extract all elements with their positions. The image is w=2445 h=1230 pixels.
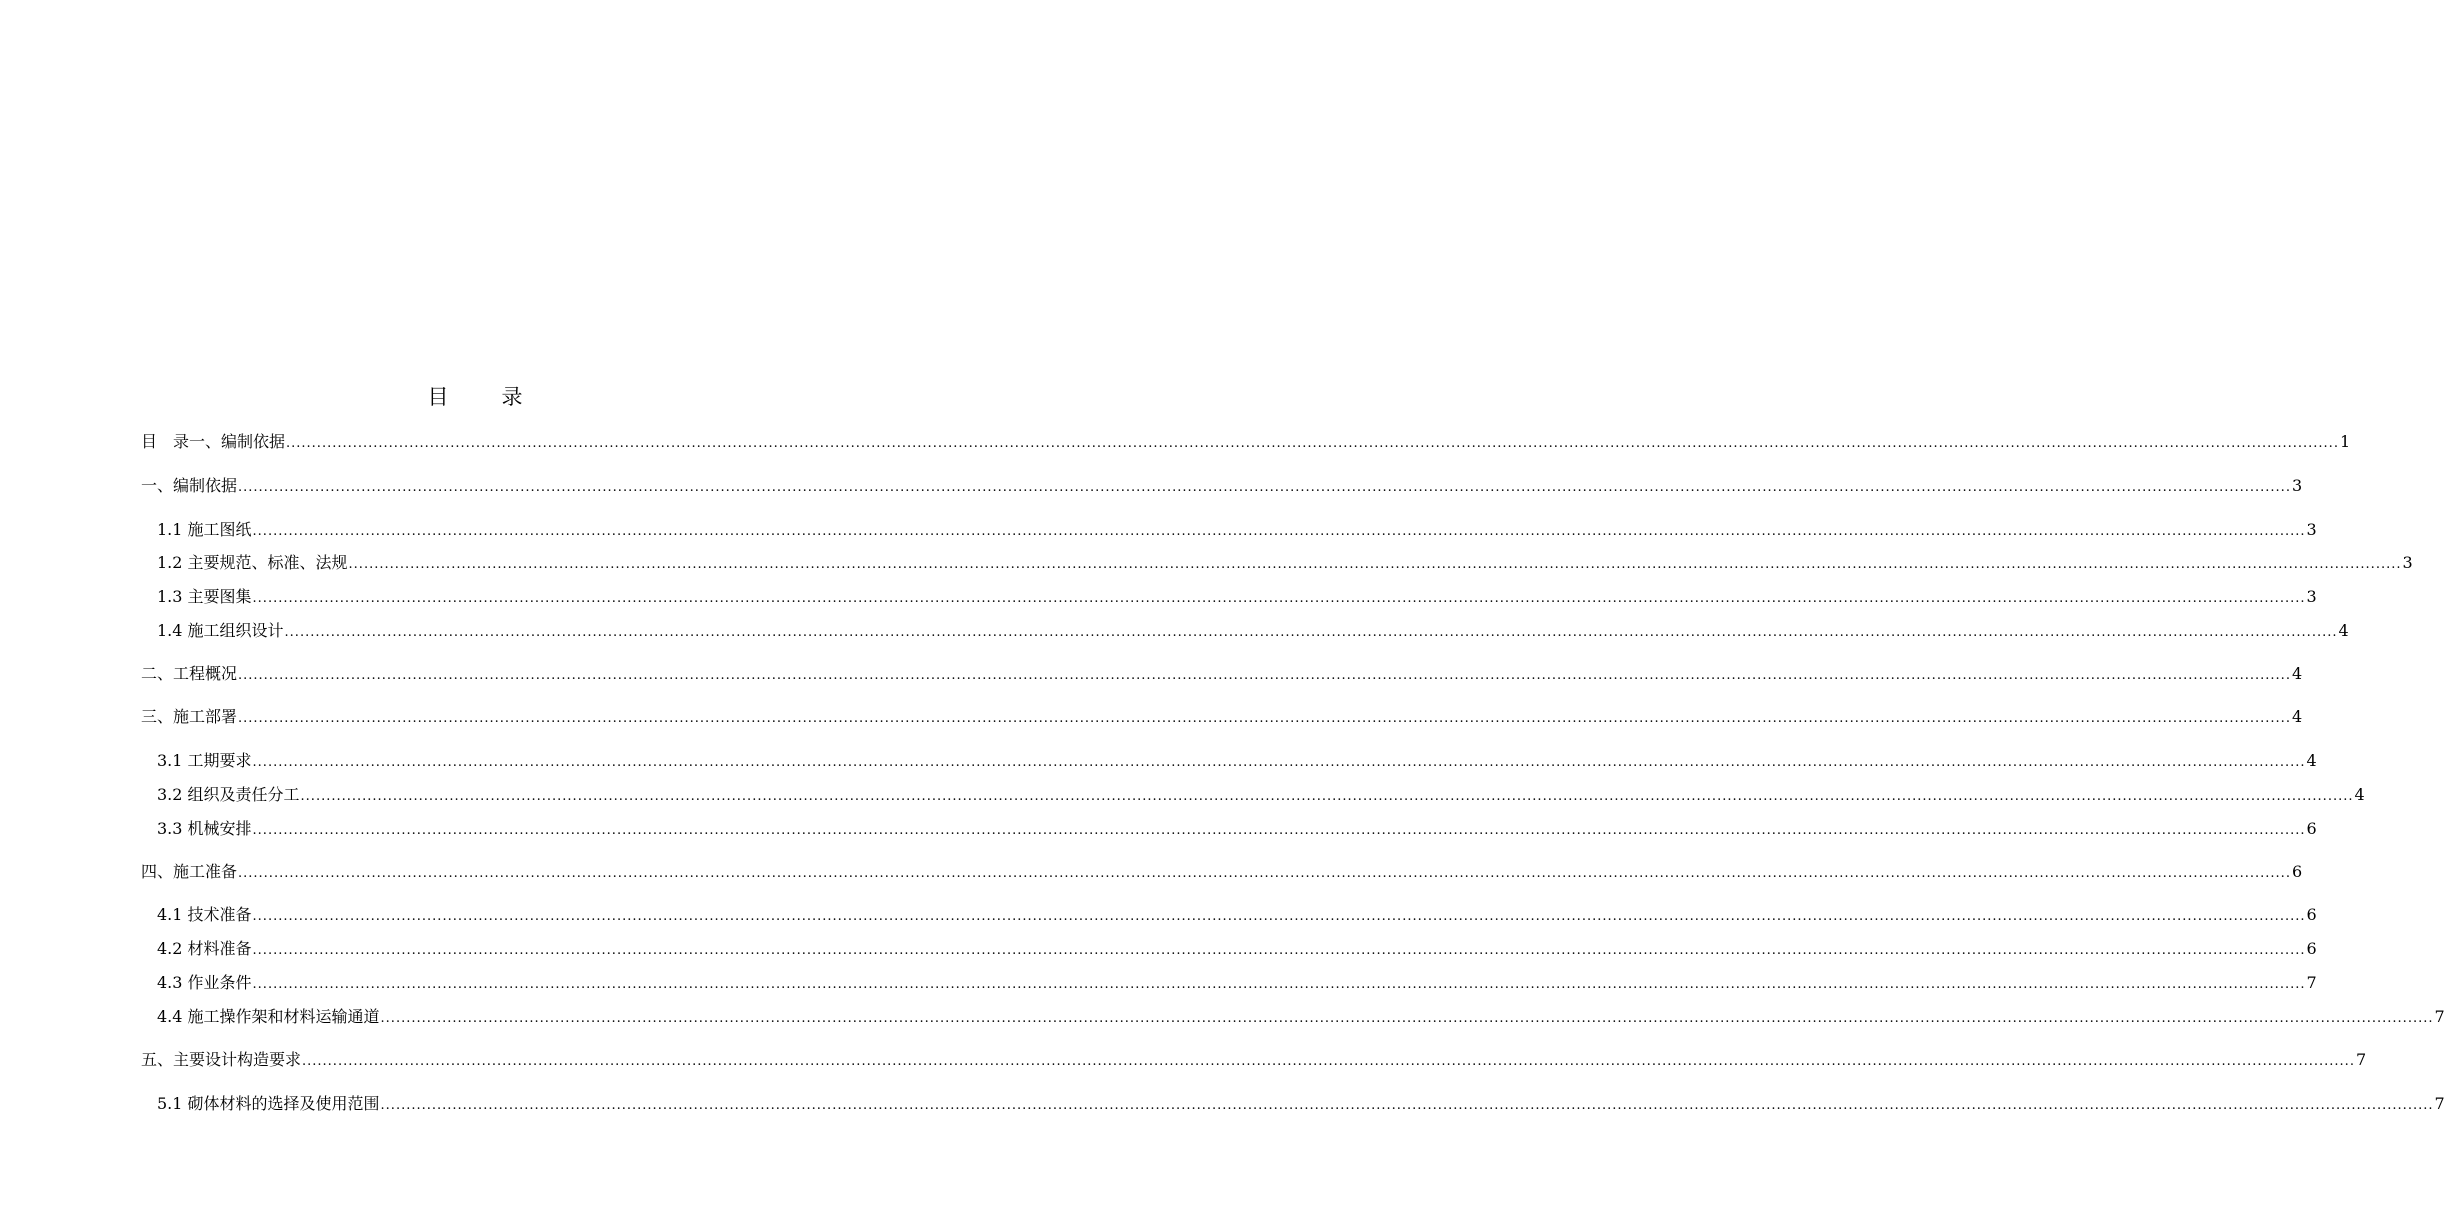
toc-entry[interactable] [157, 1092, 2445, 1116]
toc-entry-page: 4 [2354, 785, 2365, 804]
toc-entry-page: 6 [2306, 939, 2317, 958]
toc-leader-dots: ................................................................................................................................................................................................................................................................................................................................................................................................................ [252, 524, 2306, 539]
toc-entry-label: 3.2 组织及责任分工 [157, 785, 300, 804]
toc-leader-dots: ................................................................................................................................................................................................................................................................................................................................................................................................................ [300, 789, 2354, 804]
toc-entry-page: 3 [2306, 587, 2317, 606]
toc-entry-page: 7 [2306, 973, 2317, 992]
toc-entry-page: 4 [2306, 751, 2317, 770]
toc-leader-dots: ................................................................................................................................................................................................................................................................................................................................................................................................................ [252, 943, 2306, 958]
toc-leader-dots: ................................................................................................................................................................................................................................................................................................................................................................................................................ [380, 1011, 2434, 1026]
toc-leader-dots: ................................................................................................................................................................................................................................................................................................................................................................................................................ [238, 480, 2291, 495]
toc-entry-label: 4.1 技术准备 [157, 905, 252, 924]
toc-leader-dots: ................................................................................................................................................................................................................................................................................................................................................................................................................ [252, 591, 2306, 606]
toc-entry-page: 1 [2339, 432, 2351, 451]
toc-entry-label: 4.3 作业条件 [157, 973, 252, 992]
toc-entry-label: 四、施工准备 [141, 862, 238, 881]
toc-entry-label: 4.2 材料准备 [157, 939, 252, 958]
toc-entry-label: 4.4 施工操作架和材料运输通道 [157, 1007, 380, 1026]
toc-leader-dots: ................................................................................................................................................................................................................................................................................................................................................................................................................ [348, 557, 2402, 572]
toc-entry[interactable] [157, 817, 2317, 841]
toc-leader-dots: ................................................................................................................................................................................................................................................................................................................................................................................................................ [302, 1054, 2355, 1069]
toc-entry[interactable] [157, 1005, 2445, 1029]
toc-leader-dots: ................................................................................................................................................................................................................................................................................................................................................................................................................ [252, 977, 2306, 992]
toc-entry[interactable] [157, 585, 2317, 609]
toc-entry-page: 7 [2434, 1007, 2445, 1026]
toc-entry[interactable] [157, 783, 2365, 807]
toc-entry-page: 4 [2291, 664, 2303, 683]
toc-entry-label: 目 录一、编制依据 [141, 432, 286, 451]
toc-entry-label: 1.2 主要规范、标准、法规 [157, 553, 348, 572]
toc-leader-dots: ................................................................................................................................................................................................................................................................................................................................................................................................................ [238, 711, 2291, 726]
toc-entry-label: 五、主要设计构造要求 [141, 1050, 302, 1069]
toc-leader-dots: ................................................................................................................................................................................................................................................................................................................................................................................................................ [252, 823, 2306, 838]
toc-leader-dots: ................................................................................................................................................................................................................................................................................................................................................................................................................ [238, 668, 2291, 683]
toc-entry[interactable] [141, 662, 2303, 686]
toc-leader-dots: ................................................................................................................................................................................................................................................................................................................................................................................................................ [238, 866, 2291, 881]
toc-entry-label: 一、编制依据 [141, 476, 238, 495]
toc-entry[interactable] [141, 705, 2303, 729]
toc-entry-label: 三、施工部署 [141, 707, 238, 726]
toc-entry-page: 3 [2402, 553, 2413, 572]
toc-entry[interactable] [157, 903, 2317, 927]
toc-entry-page: 7 [2355, 1050, 2367, 1069]
toc-entry[interactable] [157, 551, 2413, 575]
toc-leader-dots: ................................................................................................................................................................................................................................................................................................................................................................................................................ [284, 625, 2338, 640]
toc-entry[interactable] [141, 1048, 2367, 1072]
toc-entry-label: 3.3 机械安排 [157, 819, 252, 838]
toc-entry-page: 6 [2291, 862, 2303, 881]
toc-entry-page: 6 [2306, 819, 2317, 838]
toc-entry-page: 7 [2434, 1094, 2445, 1113]
toc-entry-page: 4 [2338, 621, 2349, 640]
toc-entry-label: 5.1 砌体材料的选择及使用范围 [157, 1094, 380, 1113]
toc-entry-page: 6 [2306, 905, 2317, 924]
toc-entry-label: 3.1 工期要求 [157, 751, 252, 770]
toc-entry[interactable] [157, 971, 2317, 995]
toc-leader-dots: ................................................................................................................................................................................................................................................................................................................................................................................................................ [252, 755, 2306, 770]
toc-entry-page: 3 [2291, 476, 2303, 495]
toc-entry-label: 1.1 施工图纸 [157, 520, 252, 539]
toc-entry-label: 二、工程概况 [141, 664, 238, 683]
toc-entry[interactable] [141, 860, 2303, 884]
toc-leader-dots: ................................................................................................................................................................................................................................................................................................................................................................................................................ [252, 909, 2306, 924]
toc-entry-page: 3 [2306, 520, 2317, 539]
toc-title: 目 录 [427, 385, 539, 409]
toc-leader-dots: ................................................................................................................................................................................................................................................................................................................................................................................................................ [286, 436, 2339, 451]
toc-entry[interactable] [157, 749, 2317, 773]
toc-entry[interactable] [141, 430, 2351, 454]
toc-entry[interactable] [157, 937, 2317, 961]
toc-entry[interactable] [157, 619, 2349, 643]
toc-leader-dots: ................................................................................................................................................................................................................................................................................................................................................................................................................ [380, 1098, 2434, 1113]
toc-entry-label: 1.3 主要图集 [157, 587, 252, 606]
toc-entry[interactable] [141, 474, 2303, 498]
toc-entry-label: 1.4 施工组织设计 [157, 621, 284, 640]
toc-entry[interactable] [157, 518, 2317, 542]
toc-entry-page: 4 [2291, 707, 2303, 726]
